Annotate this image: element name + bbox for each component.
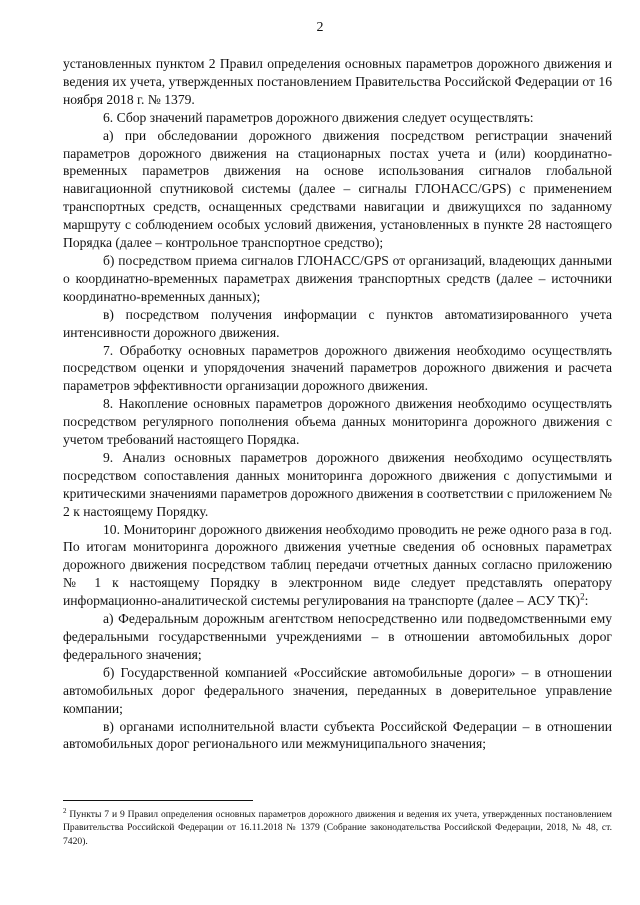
paragraph-item-6b: б) посредством приема сигналов ГЛОНАСС/GPS от организаций, владеющих данными о координатно-временных параметрах движения транспортных средств (далее – источники координатно-временных данных);	[63, 252, 612, 304]
footnote-mark: 2	[63, 806, 67, 815]
document-body	[63, 55, 612, 753]
paragraph-item-10	[63, 521, 612, 611]
page-number: 2	[316, 20, 324, 35]
paragraph-continuation: установленных пунктом 2 Правил определения основных параметров дорожного движения и ведения их учета, утвержденных постановлением Правительства Российской Федерации от 16 ноября 2018 г. № 1379.	[63, 56, 612, 107]
footnote-text: Пункты 7 и 9 Правил определения основных параметров дорожного движения и ведения их учета, утвержденных постановлением Правительства Российской Федерации от 16.11.2018 № 1379 (Собрание законодательства Российской Федерации, 2018, № 48, ст. 7420).	[63, 809, 612, 847]
footnote-divider	[63, 800, 253, 801]
paragraph-item-6a: а) при обследовании дорожного движения посредством регистрации значений параметров дорожного движения на стационарных постах учета и (или) координатно-временных параметров движения на основе использования сигналов глобальной навигационной спутниковой системы (далее – сигналы ГЛОНАСС/GPS) с применением транспортных средств, оснащенных средствами навигации и движущихся по заданному маршруту с соблюдением особых условий движения, установленных в пункте 28 настоящего Порядка (далее – контрольное транспортное средство);	[63, 127, 612, 251]
paragraph-item-10-tail: :	[584, 593, 589, 609]
footnote	[63, 808, 612, 848]
footnote-reference[interactable]: 2	[580, 591, 585, 602]
paragraph-item-6: 6. Сбор значений параметров дорожного движения следует осуществлять:	[103, 109, 534, 125]
paragraph-item-7: 7. Обработку основных параметров дорожного движения необходимо осуществлять посредством оценки и упорядочения значений параметров дорожного движения и расчета параметров эффективности организации дорожного движения.	[63, 342, 612, 394]
paragraph-item-9: 9. Анализ основных параметров дорожного движения необходимо осуществлять посредством сопоставления данных мониторинга дорожного движения с допустимыми и критическими значениями параметров дорожного движения в соответствии с приложением № 2 к настоящему Порядку.	[63, 449, 612, 519]
paragraph-item-6v: в) посредством получения информации с пунктов автоматизированного учета интенсивности дорожного движения.	[63, 306, 612, 340]
paragraph-item-10-text: 10. Мониторинг дорожного движения необходимо проводить не реже одного раза в год. По итогам мониторинга дорожного движения учетные сведения об основных параметрах дорожного движения посредством таблиц передачи отчетных данных согласно приложению № 1 к настоящему Порядку в электронном виде следует представлять оператору информационно-аналитической системы регулирования на транспорте (далее – АСУ ТК)	[63, 521, 612, 609]
paragraph-item-10a: а) Федеральным дорожным агентством непосредственно или подведомственными ему федеральными государственными учреждениями – в отношении автомобильных дорог федерального значения;	[63, 611, 612, 662]
paragraph-item-10b: б) Государственной компанией «Российские автомобильные дороги» – в отношении автомобильных дорог федерального значения, переданных в доверительное управление компании;	[63, 664, 612, 716]
paragraph-item-10v: в) органами исполнительной власти субъекта Российской Федерации – в отношении автомобильных дорог регионального или межмуниципального значения;	[63, 718, 612, 752]
paragraph-item-8: 8. Накопление основных параметров дорожного движения необходимо осуществлять посредством регулярного пополнения объема данных мониторинга дорожного движения с учетом требований настоящего Порядка.	[63, 396, 612, 448]
